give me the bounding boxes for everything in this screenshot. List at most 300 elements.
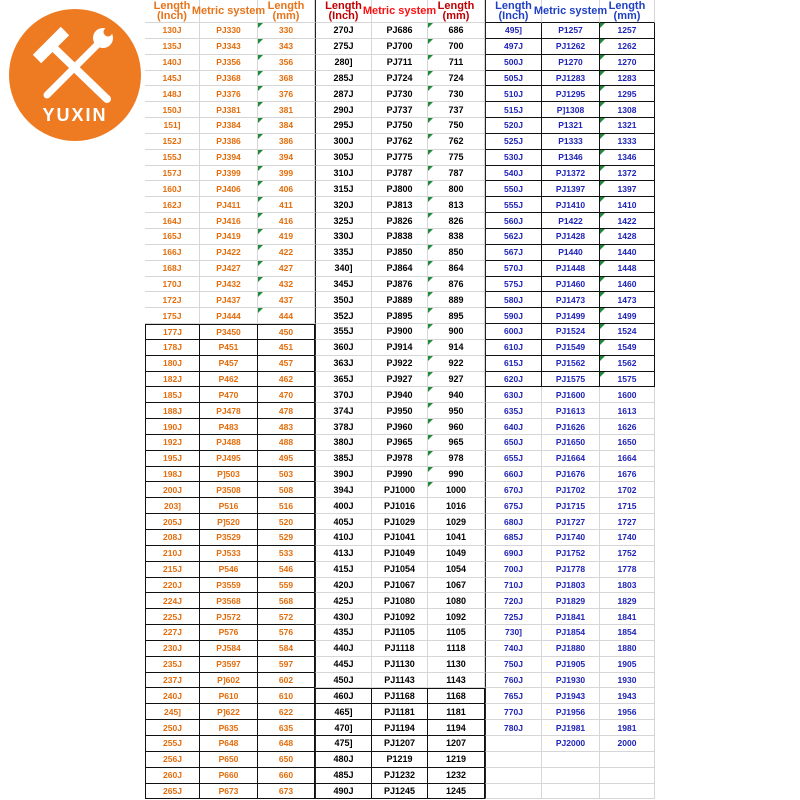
g3-metric-cell: PJ1549 (542, 340, 600, 356)
g2-metric-cell: PJ950 (372, 403, 428, 419)
g2-metric-cell: PJ990 (372, 467, 428, 483)
g3-length-mm-cell: 1664 (600, 451, 655, 467)
g1-length-inch-cell: 240J (145, 688, 200, 704)
g2-length-inch-cell: 385J (315, 451, 372, 467)
g2-length-inch-cell: 470] (315, 720, 372, 736)
g3-length-inch-cell: 500J (485, 55, 542, 71)
g3-length-mm-cell: 1321 (600, 118, 655, 134)
g1-length-inch-cell: 256J (145, 752, 200, 768)
g3-metric-cell: PJ1562 (542, 356, 600, 372)
g3-length-mm-cell: 1549 (600, 340, 655, 356)
g3-length-mm-cell: 1905 (600, 657, 655, 673)
g1-length-inch-cell: 151] (145, 118, 200, 134)
g2-metric-cell: PJ876 (372, 277, 428, 293)
g3-length-inch-cell: 660J (485, 467, 542, 483)
g1-metric-cell: P576 (200, 625, 258, 641)
g3-length-mm-cell: 1473 (600, 292, 655, 308)
g3-metric-cell: PJ1727 (542, 514, 600, 530)
g2-metric-cell: PJ850 (372, 245, 428, 261)
g2-length-mm-cell: 950 (428, 403, 485, 419)
g3-length-inch-cell: 570J (485, 261, 542, 277)
g2-length-mm-cell: 724 (428, 71, 485, 87)
g1-length-mm-cell: 503 (258, 467, 315, 483)
g2-length-inch-cell: 445J (315, 657, 372, 673)
g2-metric-cell: PJ800 (372, 181, 428, 197)
g2-metric-cell: PJ1168 (372, 688, 428, 704)
g1-length-inch-cell: 148J (145, 86, 200, 102)
g3-length-inch-cell: 567J (485, 245, 542, 261)
g2-metric-cell: PJ1194 (372, 720, 428, 736)
g1-length-mm-cell: 384 (258, 118, 315, 134)
g2-metric-cell: PJ787 (372, 166, 428, 182)
header-line: (Inch) (157, 10, 187, 22)
g2-length-mm-cell: 1181 (428, 704, 485, 720)
g3-metric-cell: PJ1372 (542, 166, 600, 182)
g1-length-mm-cell: 597 (258, 657, 315, 673)
g2-length-inch-cell: 420J (315, 578, 372, 594)
g1-length-inch-cell: 190J (145, 419, 200, 435)
group3-header-length-mm (600, 0, 655, 23)
header-line: (Inch) (498, 10, 529, 22)
group2-header-length-mm (428, 0, 485, 23)
g2-metric-cell: PJ813 (372, 197, 428, 213)
g3-metric-cell: PJ1981 (542, 720, 600, 736)
g1-metric-cell: P470 (200, 387, 258, 403)
g2-length-inch-cell: 440J (315, 641, 372, 657)
g3-length-inch-cell: 760J (485, 673, 542, 689)
g3-length-mm-cell: 1372 (600, 166, 655, 182)
belt-size-table (145, 0, 655, 800)
g3-length-mm-cell: 1956 (600, 704, 655, 720)
g1-length-mm-cell: 368 (258, 71, 315, 87)
g2-length-mm-cell: 889 (428, 292, 485, 308)
g2-metric-cell: PJ1245 (372, 784, 428, 800)
g2-length-mm-cell: 895 (428, 308, 485, 324)
g1-metric-cell: P673 (200, 784, 258, 800)
g3-metric-cell: PJ1262 (542, 39, 600, 55)
g3-metric-cell: P1440 (542, 245, 600, 261)
g2-length-inch-cell: 390J (315, 467, 372, 483)
g3-length-inch-cell: 510J (485, 86, 542, 102)
g1-length-mm-cell: 381 (258, 102, 315, 118)
g3-length-inch-cell: 520J (485, 118, 542, 134)
g1-metric-cell: PJ381 (200, 102, 258, 118)
g3-metric-cell: PJ1499 (542, 308, 600, 324)
g3-length-inch-cell: 770J (485, 704, 542, 720)
g2-length-inch-cell: 410J (315, 530, 372, 546)
g2-length-mm-cell: 960 (428, 419, 485, 435)
g3-length-inch-cell: 725J (485, 609, 542, 625)
g2-length-mm-cell: 737 (428, 102, 485, 118)
g3-length-inch-cell: 710J (485, 578, 542, 594)
g1-length-inch-cell: 135J (145, 39, 200, 55)
g1-length-inch-cell: 250J (145, 720, 200, 736)
g2-metric-cell: PJ927 (372, 372, 428, 388)
g2-length-inch-cell: 435J (315, 625, 372, 641)
g3-metric-cell: PJ1575 (542, 372, 600, 388)
g2-length-inch-cell: 378J (315, 419, 372, 435)
g3-metric-cell: PJ1905 (542, 657, 600, 673)
g1-length-mm-cell: 416 (258, 213, 315, 229)
g1-metric-cell: P546 (200, 562, 258, 578)
g2-metric-cell: PJ1016 (372, 498, 428, 514)
g3-metric-cell: P1346 (542, 150, 600, 166)
g2-metric-cell: PJ1049 (372, 546, 428, 562)
g2-length-mm-cell: 1067 (428, 578, 485, 594)
g1-length-mm-cell: 602 (258, 673, 315, 689)
g2-length-inch-cell: 460J (315, 688, 372, 704)
g3-length-mm-cell: 1702 (600, 482, 655, 498)
g2-metric-cell: PJ775 (372, 150, 428, 166)
g1-length-inch-cell: 166J (145, 245, 200, 261)
g1-length-inch-cell: 140J (145, 55, 200, 71)
g1-length-inch-cell: 227J (145, 625, 200, 641)
g3-length-inch-cell: 530J (485, 150, 542, 166)
g3-length-mm-cell: 1346 (600, 150, 655, 166)
header-line: Length (267, 0, 305, 12)
g1-length-mm-cell: 495 (258, 451, 315, 467)
g1-length-inch-cell: 152J (145, 134, 200, 150)
group1-header-metric (191, 0, 266, 23)
g3-length-inch-cell (485, 752, 542, 768)
g1-length-mm-cell: 411 (258, 197, 315, 213)
g1-length-mm-cell: 483 (258, 419, 315, 435)
g2-length-mm-cell: 1130 (428, 657, 485, 673)
g1-length-inch-cell: 210J (145, 546, 200, 562)
g1-metric-cell: P457 (200, 356, 258, 372)
g1-length-inch-cell: 225J (145, 609, 200, 625)
g1-metric-cell: PJ411 (200, 197, 258, 213)
g1-length-mm-cell: 622 (258, 704, 315, 720)
g2-length-mm-cell: 1245 (428, 784, 485, 800)
g2-length-mm-cell: 900 (428, 324, 485, 340)
g3-length-inch-cell: 515J (485, 102, 542, 118)
g3-metric-cell (542, 768, 600, 784)
g2-length-inch-cell: 287J (315, 86, 372, 102)
g2-length-mm-cell: 700 (428, 39, 485, 55)
g3-length-mm-cell: 1854 (600, 625, 655, 641)
g2-length-inch-cell: 480J (315, 752, 372, 768)
g2-length-mm-cell: 686 (428, 23, 485, 39)
g3-length-inch-cell: 620J (485, 372, 542, 388)
g2-metric-cell: PJ826 (372, 213, 428, 229)
g2-length-mm-cell: 940 (428, 387, 485, 403)
g2-length-inch-cell: 363J (315, 356, 372, 372)
g2-length-inch-cell: 280] (315, 55, 372, 71)
g3-metric-cell: PJ1854 (542, 625, 600, 641)
g2-length-mm-cell: 850 (428, 245, 485, 261)
g3-length-inch-cell: 505J (485, 71, 542, 87)
g3-length-inch-cell: 670J (485, 482, 542, 498)
g3-length-mm-cell: 1428 (600, 229, 655, 245)
g1-length-inch-cell: 224J (145, 593, 200, 609)
g2-length-inch-cell: 415J (315, 562, 372, 578)
g3-metric-cell: PJ1626 (542, 419, 600, 435)
g1-length-mm-cell: 427 (258, 261, 315, 277)
g3-metric-cell: PJ1841 (542, 609, 600, 625)
g2-length-inch-cell: 450J (315, 673, 372, 689)
g3-length-mm-cell: 1448 (600, 261, 655, 277)
g2-length-inch-cell: 270J (315, 23, 372, 39)
g2-metric-cell: PJ838 (372, 229, 428, 245)
g1-length-inch-cell: 160J (145, 181, 200, 197)
g3-length-mm-cell: 2000 (600, 736, 655, 752)
header-line: Length (325, 0, 362, 12)
g1-length-inch-cell: 178J (145, 340, 200, 356)
g2-length-inch-cell: 425J (315, 593, 372, 609)
g3-length-inch-cell: 750J (485, 657, 542, 673)
g1-metric-cell: PJ533 (200, 546, 258, 562)
g3-length-mm-cell: 1752 (600, 546, 655, 562)
g3-metric-cell: P]1308 (542, 102, 600, 118)
g1-length-inch-cell: 145J (145, 71, 200, 87)
g2-length-mm-cell: 711 (428, 55, 485, 71)
g1-length-inch-cell: 200J (145, 482, 200, 498)
g1-metric-cell: PJ406 (200, 181, 258, 197)
g3-metric-cell: PJ1676 (542, 467, 600, 483)
g1-length-mm-cell: 508 (258, 482, 315, 498)
g1-length-mm-cell: 584 (258, 641, 315, 657)
g3-length-inch-cell: 560J (485, 213, 542, 229)
g2-length-mm-cell: 1000 (428, 482, 485, 498)
g1-length-inch-cell: 237J (145, 673, 200, 689)
g3-length-mm-cell: 1524 (600, 324, 655, 340)
g2-metric-cell: PJ1143 (372, 673, 428, 689)
g1-length-mm-cell: 478 (258, 403, 315, 419)
g1-length-inch-cell: 188J (145, 403, 200, 419)
g3-length-inch-cell (485, 768, 542, 784)
g1-length-inch-cell: 198J (145, 467, 200, 483)
g2-metric-cell: PJ1029 (372, 514, 428, 530)
g3-metric-cell: PJ1460 (542, 277, 600, 293)
g3-length-mm-cell: 1626 (600, 419, 655, 435)
header-line: Length (495, 0, 532, 12)
g2-length-mm-cell: 1080 (428, 593, 485, 609)
g2-length-mm-cell: 1118 (428, 641, 485, 657)
g3-metric-cell: PJ1778 (542, 562, 600, 578)
header-line: Metric system (191, 5, 266, 17)
g3-metric-cell: PJ1283 (542, 71, 600, 87)
g2-length-mm-cell: 965 (428, 435, 485, 451)
g2-length-inch-cell: 295J (315, 118, 372, 134)
g1-length-inch-cell: 180J (145, 356, 200, 372)
g2-length-inch-cell: 370J (315, 387, 372, 403)
g2-length-mm-cell: 1016 (428, 498, 485, 514)
g1-metric-cell: PJ386 (200, 134, 258, 150)
header-line: Length (437, 0, 475, 12)
g3-length-inch-cell: 720J (485, 593, 542, 609)
header-line: (Inch) (328, 10, 359, 22)
g1-length-inch-cell: 177J (145, 324, 200, 340)
g1-length-mm-cell: 529 (258, 530, 315, 546)
g3-metric-cell: P1333 (542, 134, 600, 150)
g2-length-mm-cell: 876 (428, 277, 485, 293)
g1-metric-cell: PJ356 (200, 55, 258, 71)
g1-metric-cell: P660 (200, 768, 258, 784)
g2-metric-cell: PJ1041 (372, 530, 428, 546)
g1-length-inch-cell: 205J (145, 514, 200, 530)
g3-length-mm-cell: 1397 (600, 181, 655, 197)
g1-length-inch-cell: 255J (145, 736, 200, 752)
g2-metric-cell: PJ895 (372, 308, 428, 324)
g2-length-inch-cell: 275J (315, 39, 372, 55)
g1-length-inch-cell: 230J (145, 641, 200, 657)
g3-metric-cell: PJ2000 (542, 736, 600, 752)
g1-length-mm-cell: 520 (258, 514, 315, 530)
g3-length-mm-cell: 1460 (600, 277, 655, 293)
g2-length-inch-cell: 360J (315, 340, 372, 356)
g2-metric-cell: PJ700 (372, 39, 428, 55)
g3-length-mm-cell: 1270 (600, 55, 655, 71)
g3-length-mm-cell (600, 784, 655, 800)
g3-length-mm-cell: 1778 (600, 562, 655, 578)
g1-length-inch-cell: 195J (145, 451, 200, 467)
g3-length-inch-cell: 655J (485, 451, 542, 467)
g2-metric-cell: PJ686 (372, 23, 428, 39)
g2-length-inch-cell: 355J (315, 324, 372, 340)
header-line: (mm) (613, 10, 641, 22)
g2-length-mm-cell: 978 (428, 451, 485, 467)
g1-metric-cell: P3508 (200, 482, 258, 498)
g1-length-mm-cell: 572 (258, 609, 315, 625)
g3-length-mm-cell: 1410 (600, 197, 655, 213)
g1-metric-cell: PJ495 (200, 451, 258, 467)
g1-length-mm-cell: 422 (258, 245, 315, 261)
g1-length-mm-cell: 437 (258, 292, 315, 308)
g3-length-inch-cell: 730] (485, 625, 542, 641)
group1-header-length-mm (258, 0, 315, 23)
g3-metric-cell: P1257 (542, 23, 600, 39)
g2-length-inch-cell: 290J (315, 102, 372, 118)
g2-length-mm-cell: 1049 (428, 546, 485, 562)
g2-metric-cell: PJ750 (372, 118, 428, 134)
g3-metric-cell: PJ1740 (542, 530, 600, 546)
g3-metric-cell (542, 784, 600, 800)
g2-metric-cell: PJ922 (372, 356, 428, 372)
g3-length-inch-cell: 680J (485, 514, 542, 530)
g1-length-inch-cell: 203] (145, 498, 200, 514)
g1-metric-cell: PJ427 (200, 261, 258, 277)
g3-metric-cell (542, 752, 600, 768)
g1-metric-cell: PJ416 (200, 213, 258, 229)
g3-length-mm-cell: 1308 (600, 102, 655, 118)
g1-length-mm-cell: 451 (258, 340, 315, 356)
g2-length-inch-cell: 345J (315, 277, 372, 293)
g3-metric-cell: PJ1600 (542, 387, 600, 403)
g3-length-mm-cell: 1943 (600, 688, 655, 704)
g1-length-mm-cell: 376 (258, 86, 315, 102)
g2-metric-cell: PJ864 (372, 261, 428, 277)
g3-metric-cell: PJ1956 (542, 704, 600, 720)
g1-metric-cell: P483 (200, 419, 258, 435)
g1-length-mm-cell: 330 (258, 23, 315, 39)
g3-length-mm-cell: 1727 (600, 514, 655, 530)
g3-length-inch-cell: 780J (485, 720, 542, 736)
header-line: (mm) (272, 10, 300, 22)
g2-metric-cell: PJ737 (372, 102, 428, 118)
g3-metric-cell: PJ1803 (542, 578, 600, 594)
header-line: Metric system (362, 5, 437, 17)
g1-length-mm-cell: 673 (258, 784, 315, 800)
g3-metric-cell: PJ1664 (542, 451, 600, 467)
g2-length-mm-cell: 1194 (428, 720, 485, 736)
g2-metric-cell: PJ1232 (372, 768, 428, 784)
g3-length-mm-cell (600, 752, 655, 768)
g1-length-inch-cell: 208J (145, 530, 200, 546)
g1-length-inch-cell: 150J (145, 102, 200, 118)
g2-length-mm-cell: 730 (428, 86, 485, 102)
g3-length-inch-cell: 740J (485, 641, 542, 657)
g1-length-inch-cell: 130J (145, 23, 200, 39)
g1-metric-cell: PJ343 (200, 39, 258, 55)
g1-metric-cell: PJ584 (200, 641, 258, 657)
g2-metric-cell: PJ1067 (372, 578, 428, 594)
g2-length-inch-cell: 285J (315, 71, 372, 87)
g2-metric-cell: PJ1181 (372, 704, 428, 720)
yuxin-logo (9, 9, 141, 141)
g2-length-mm-cell: 1219 (428, 752, 485, 768)
g3-length-mm-cell: 1740 (600, 530, 655, 546)
g3-metric-cell: PJ1613 (542, 403, 600, 419)
g3-metric-cell: PJ1473 (542, 292, 600, 308)
g2-metric-cell: PJ1000 (372, 482, 428, 498)
g1-length-mm-cell: 559 (258, 578, 315, 594)
g1-length-mm-cell: 470 (258, 387, 315, 403)
g2-metric-cell: PJ889 (372, 292, 428, 308)
g2-length-mm-cell: 1207 (428, 736, 485, 752)
g3-length-mm-cell: 1562 (600, 356, 655, 372)
g2-length-inch-cell: 490J (315, 784, 372, 800)
g2-length-mm-cell: 922 (428, 356, 485, 372)
g1-length-mm-cell: 576 (258, 625, 315, 641)
g2-length-mm-cell: 813 (428, 197, 485, 213)
g3-length-mm-cell: 1715 (600, 498, 655, 514)
g2-length-mm-cell: 927 (428, 372, 485, 388)
g3-metric-cell: P1321 (542, 118, 600, 134)
g2-metric-cell: PJ1105 (372, 625, 428, 641)
g2-length-mm-cell: 1029 (428, 514, 485, 530)
g3-length-inch-cell: 610J (485, 340, 542, 356)
g2-metric-cell: PJ1080 (372, 593, 428, 609)
g2-length-inch-cell: 485J (315, 768, 372, 784)
g3-metric-cell: PJ1930 (542, 673, 600, 689)
g1-metric-cell: P650 (200, 752, 258, 768)
g1-length-mm-cell: 399 (258, 166, 315, 182)
g2-length-mm-cell: 787 (428, 166, 485, 182)
g3-length-mm-cell: 1981 (600, 720, 655, 736)
g1-length-inch-cell: 155J (145, 150, 200, 166)
g2-length-mm-cell: 750 (428, 118, 485, 134)
g2-length-inch-cell: 465] (315, 704, 372, 720)
g3-metric-cell: PJ1524 (542, 324, 600, 340)
g1-length-mm-cell: 343 (258, 39, 315, 55)
g3-metric-cell: P1270 (542, 55, 600, 71)
g3-metric-cell: PJ1752 (542, 546, 600, 562)
g3-metric-cell: PJ1943 (542, 688, 600, 704)
g1-length-inch-cell: 220J (145, 578, 200, 594)
g3-length-mm-cell: 1575 (600, 372, 655, 388)
g1-length-mm-cell: 432 (258, 277, 315, 293)
g3-length-mm-cell: 1440 (600, 245, 655, 261)
g2-length-mm-cell: 1232 (428, 768, 485, 784)
logo-badge (9, 9, 141, 141)
g2-length-mm-cell: 1054 (428, 562, 485, 578)
g2-metric-cell: PJ978 (372, 451, 428, 467)
g1-length-mm-cell: 660 (258, 768, 315, 784)
g2-length-inch-cell: 320J (315, 197, 372, 213)
g2-metric-cell: PJ1118 (372, 641, 428, 657)
g1-length-inch-cell: 170J (145, 277, 200, 293)
